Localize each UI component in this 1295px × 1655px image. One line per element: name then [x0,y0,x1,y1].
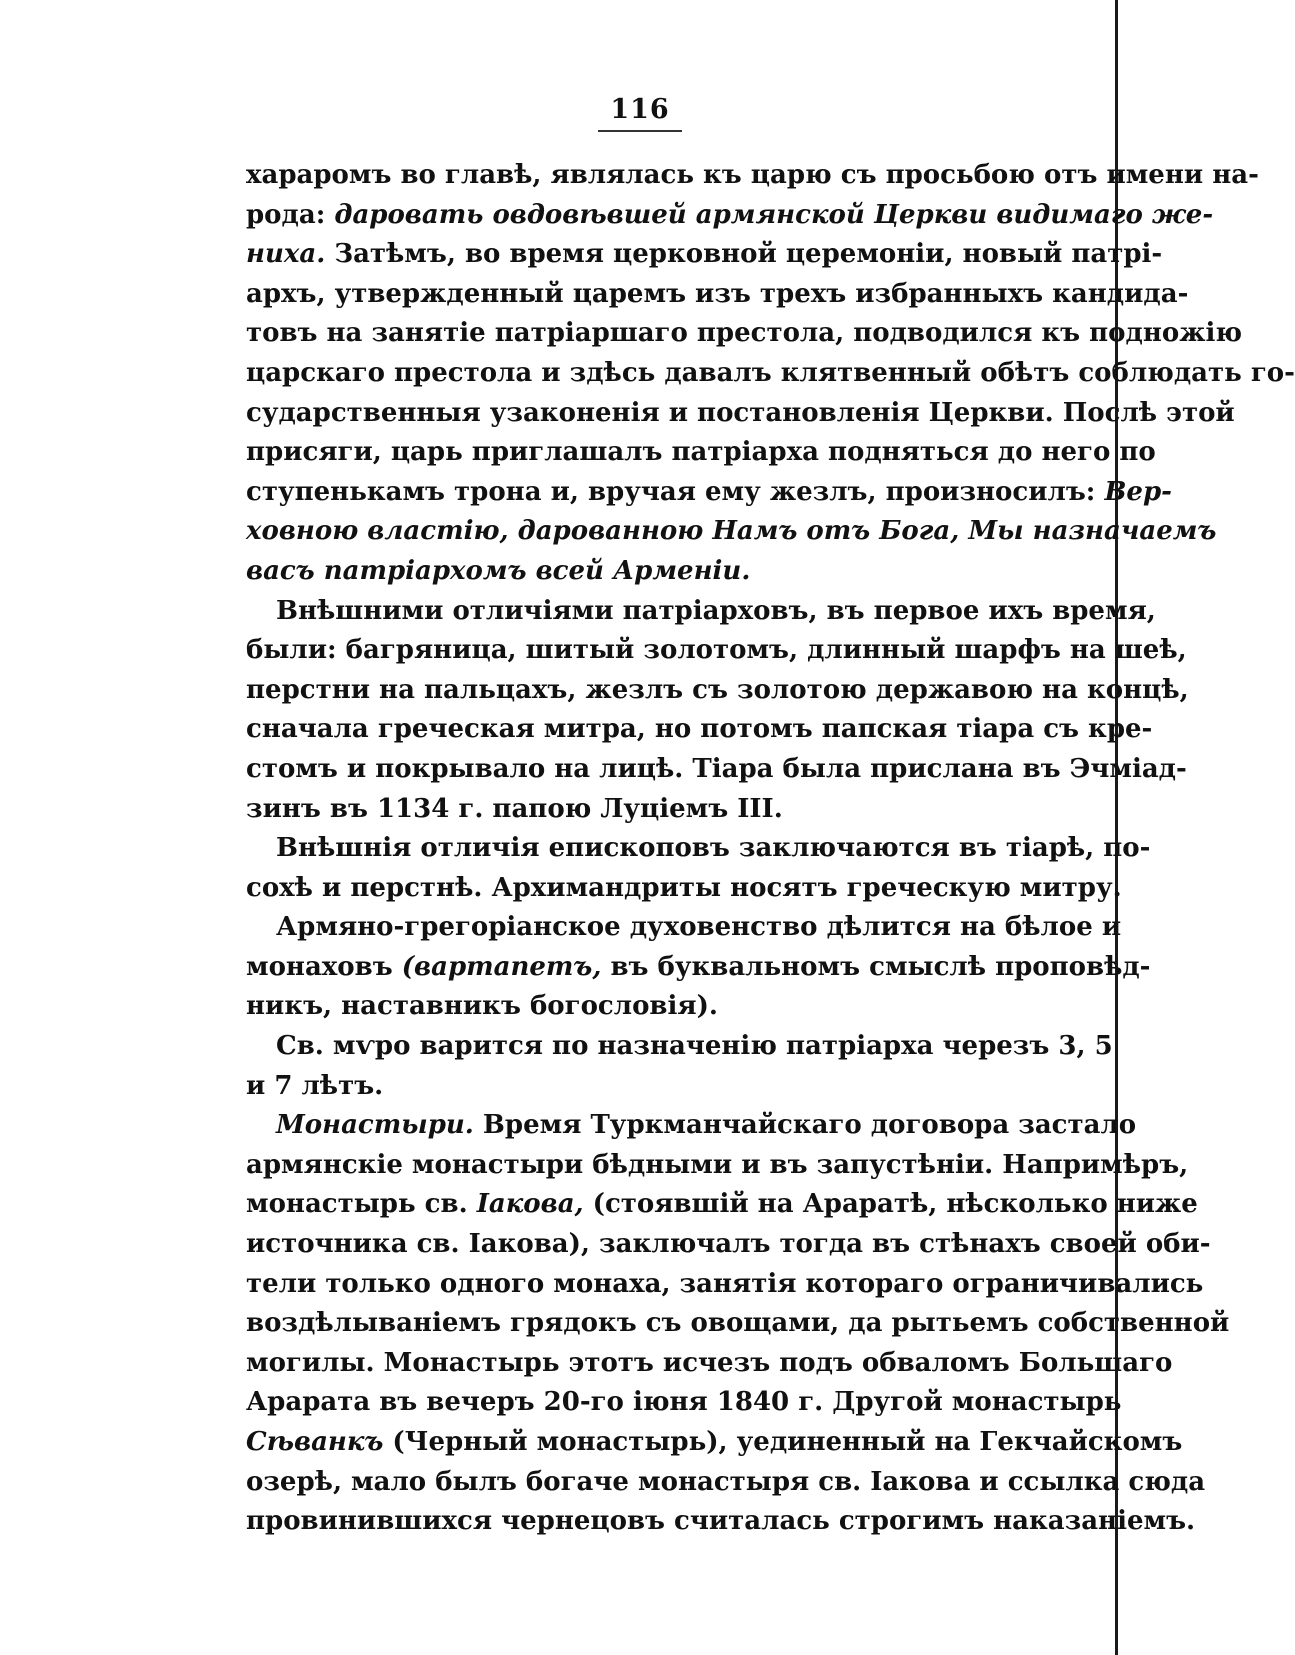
text-line [246,592,1156,632]
italic-run: ниха. [246,239,326,270]
text-line [246,869,1122,909]
text-line [246,473,1172,513]
text-run: сударственныя узаконенія и постановленія Церкви. Послѣ этой [246,397,1235,428]
text-run: Св. мѵро варится по назначенію патріарха черезъ 3, 5 [276,1031,1113,1062]
text-line [246,671,1189,711]
text-line [246,1146,1189,1186]
text-run: сохѣ и перстнѣ. Архимандриты носятъ греческую митру. [246,872,1122,903]
text-run: воздѣлываніемъ грядокъ съ овощами, да рытьемъ собственной [246,1308,1230,1339]
italic-run: Вер- [1104,476,1172,507]
text-run: монастырь св. [246,1189,477,1220]
text-run: перстни на пальцахъ, жезлъ съ золотою державою на концѣ, [246,674,1189,705]
page-number-rule [598,130,682,132]
text-run: провинившихся чернецовъ считалась строгимъ наказаніемъ. [246,1506,1196,1537]
paragraph [246,829,1151,908]
text-run: Внѣшнія отличія епископовъ заключаются въ тіарѣ, по- [276,833,1151,864]
paragraph [246,156,1295,592]
text-run: Армяно-грегоріанское духовенство дѣлится на бѣлое и [276,912,1122,943]
text-run: стомъ и покрывало на лицѣ. Тіара была прислана въ Эчміад- [246,753,1187,784]
text-line [246,394,1235,434]
text-run: Арарата въ вечеръ 20-го іюня 1840 г. Другой монастырь [246,1387,1122,1418]
text-run: сначала греческая митра, но потомъ папская тіара съ кре- [246,714,1153,745]
text-run: харaромъ во главѣ, являлась къ царю съ просьбою отъ имени на- [246,160,1259,190]
text-line [246,512,1217,552]
italic-run: Сѣванкъ [246,1427,384,1457]
text-line [246,1225,1211,1265]
text-run: озерѣ, мало былъ богаче монастыря св. Іакова и ссылка сюда [246,1466,1206,1497]
text-run: и 7 лѣтъ. [246,1070,384,1101]
text-line [246,354,1295,394]
text-line [246,710,1153,750]
text-line [246,1067,1040,1107]
text-line [246,1304,1230,1344]
paragraph [246,908,1151,1027]
text-line [246,829,1151,869]
text-line [246,1463,1206,1503]
text-run: источника св. Іакова), заключалъ тогда въ стѣнахъ своей оби- [246,1229,1211,1260]
text-run: рода: [246,199,335,230]
text-line [246,790,1040,830]
paragraph [246,592,1189,830]
text-run: монаховъ [246,951,402,982]
text-run: были: багряница, шитый золотомъ, длинный шарфъ на шеѣ, [246,635,1187,666]
text-line [246,1265,1204,1305]
italic-run: Монастыри. [276,1110,474,1141]
text-run: въ буквальномъ смыслѣ проповѣд- [601,951,1151,982]
page-number: 116 [610,94,670,125]
text-run: архъ, утвержденный царемъ изъ трехъ избранныхъ кандида- [246,278,1189,309]
text-run: (стоявшій на Араратѣ, нѣсколько ниже [583,1189,1198,1220]
text-line [246,1423,1183,1463]
text-line [246,552,1040,592]
paragraph [246,1106,1230,1542]
text-line [246,1027,1113,1067]
text-run: никъ, наставникъ богословія). [246,991,718,1022]
text-line [246,1185,1198,1225]
text-line [246,156,1259,196]
italic-run: (вартапетъ, [401,951,602,982]
text-line [246,1502,1196,1542]
text-run: Время Туркманчайскаго договора застало [473,1110,1137,1141]
text-line [246,908,1122,948]
body-text [246,156,1295,1542]
italic-run: ховною властію, дарованною Намъ отъ Бога, Мы назначаемъ [246,516,1217,547]
text-run: могилы. Монастырь этотъ исчезъ подъ обваломъ Большаго [246,1347,1173,1378]
text-line [246,1344,1173,1384]
text-line [246,235,1163,275]
text-run: Затѣмъ, во время церковной церемоніи, новый патрі- [325,239,1163,270]
text-run: армянскіе монастыри бѣдными и въ запустѣніи. Напримѣръ, [246,1149,1189,1180]
italic-run: Іакова, [476,1189,584,1220]
italic-run: даровать овдовѣвшей армянской Церкви видимаго же- [334,199,1214,230]
text-run: присяги, царь приглашалъ патріарха подняться до него по [246,437,1156,468]
text-run: царскаго престола и здѣсь давалъ клятвенный обѣтъ соблюдать го- [246,357,1295,388]
text-line [246,948,1151,988]
text-line [246,314,1242,354]
text-run: ступенькамъ трона и, вручая ему жезлъ, произносилъ: [246,476,1105,507]
text-run: Внѣшними отличіями патріарховъ, въ первое ихъ время, [276,595,1156,626]
text-line [246,987,1040,1027]
text-line [246,433,1156,473]
text-line [246,196,1214,236]
text-run: товъ на занятіе патріаршаго престола, подводился къ подножію [246,318,1242,349]
text-line [246,750,1187,790]
text-run: зинъ въ 1134 г. папою Луціемъ III. [246,793,783,824]
text-line [246,275,1189,315]
text-line [246,1106,1137,1146]
paragraph [246,1027,1113,1106]
text-run: тели только одного монаха, занятія котораго ограничивались [246,1268,1204,1299]
text-line [246,1383,1122,1423]
text-line [246,631,1187,671]
italic-run: васъ патріархомъ всей Арменіи. [246,555,751,586]
text-run: (Черный монастырь), уединенный на Гекчайскомъ [383,1427,1183,1457]
